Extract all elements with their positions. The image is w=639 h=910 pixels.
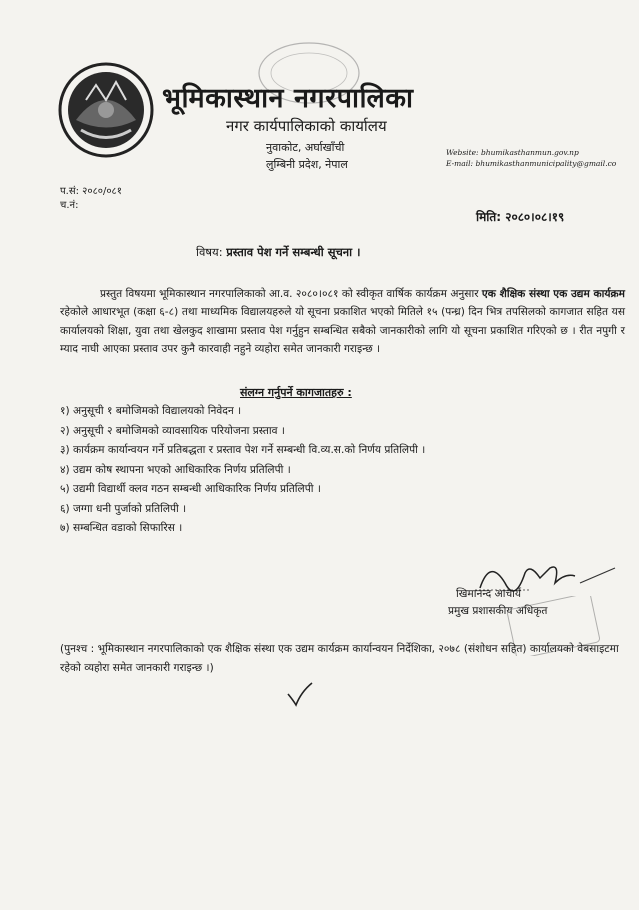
subject-line: [196, 245, 361, 260]
office-name: नगर कार्यपालिकाको कार्यालय: [226, 117, 387, 135]
attachment-item: ७) सम्बन्धित वडाको सिफारिस ।: [60, 522, 183, 534]
body-part-1: प्रस्तुत विषयमा भूमिकास्थान नगरपालिकाको आ.व. २०८०।०८१ को स्वीकृत वार्षिक कार्यक्रम अनुसार: [100, 288, 482, 300]
attachment-item: ६) जग्गा धनी पुर्जाको प्रतिलिपी ।: [60, 502, 187, 515]
signatory-name: खिमानन्द आचार्य: [456, 588, 522, 600]
body-part-2: रहेकोले आधारभूत (कक्षा ६-८) तथा माध्यमिक विद्यालयहरुले यो सूचना प्रकाशित भएको मितिले १५ (पन्ध्र) दिन भित्र तपसिलको कागजात सहित यस कार्यालयको शिक्षा, युवा तथा खेलकुद शाखामा प्रस्ताव पेश गर्नुहुन सम्बन्धित सबैको जानकारीको लागि यो सूचना प्रकाशित गरिएको छ । रीत नपुगी र म्याद नाघी आएका प्रस्ताव उपर कुनै कारवाही नहुने व्यहोरा समेत जानकारी गराइन्छ ।: [60, 306, 625, 356]
subject-text: प्रस्ताव पेश गर्ने सम्बन्धी सूचना ।: [226, 245, 361, 259]
attachment-item: १) अनुसूची १ बमोजिमको विद्यालयको निवेदन ।: [60, 405, 242, 417]
website-text: Website: bhumikasthanmun.gov.np: [446, 148, 579, 157]
municipality-title: भूमिकास्थान नगरपालिका: [162, 83, 414, 114]
attachment-item: ४) उद्यम कोष स्थापना भएको आधिकारिक निर्णय प्रतिलिपी ।: [60, 463, 291, 476]
letter-number: प.सं: २०८०/०८१: [60, 186, 122, 197]
attachment-item: ३) कार्यक्रम कार्यान्वयन गर्ने प्रतिबद्धता र प्रस्ताव पेश गर्ने सम्बन्धी वि.व्य.स.को निर्णय प्रतिलिपी ।: [60, 444, 426, 456]
subject-prefix: विषय:: [196, 245, 223, 259]
signatory-title: प्रमुख प्रशासकीय अधिकृत: [448, 605, 548, 617]
notice-body: [60, 285, 625, 359]
address-line-1: नुवाकोट, अर्घाखाँची: [266, 141, 345, 154]
postscript-note: (पुनश्च : भूमिकास्थान नगरपालिकाको एक शैक्षिक संस्था एक उद्यम कार्यक्रम कार्यान्वयन निर्देशिका, २०७८ (संशोधन सहित) कार्यालयको वेबसाइटमा रहेको व्यहोरा समेत जानकारी गराइन्छ ।): [60, 643, 619, 674]
attachments-heading: संलग्न गर्नुपर्ने कागजातहरु :: [240, 386, 352, 399]
attachment-item: २) अनुसूची २ बमोजिमको व्यावसायिक परियोजना प्रस्ताव ।: [60, 424, 285, 437]
attachments-list: [60, 402, 630, 539]
address-line-2: लुम्बिनी प्रदेश, नेपाल: [266, 158, 348, 171]
letter-date: मिति: २०८०।०८।१९: [476, 210, 565, 224]
check-mark-icon: [285, 680, 315, 708]
nepal-emblem-icon: [56, 60, 156, 160]
body-bold-program: एक शैक्षिक संस्था एक उद्यम कार्यक्रम: [481, 288, 625, 300]
email-text: E-mail: bhumikasthanmunicipality@gmail.co: [446, 159, 617, 168]
dispatch-number: च.नं:: [60, 200, 79, 211]
attachment-item: ५) उद्यमी विद्यार्थी क्लव गठन सम्बन्धी आधिकारिक निर्णय प्रतिलिपी ।: [60, 483, 321, 495]
